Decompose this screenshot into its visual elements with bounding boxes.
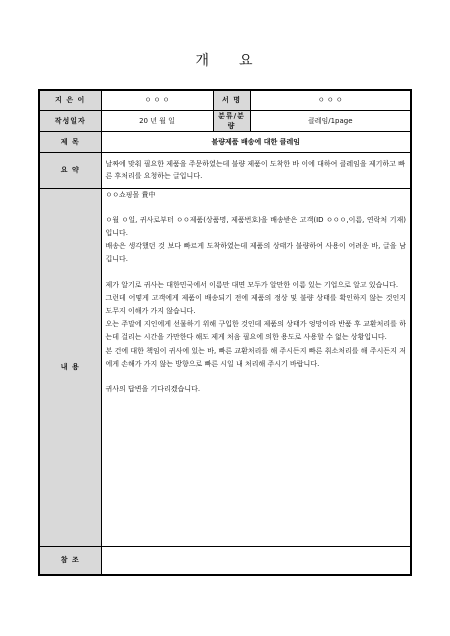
salutation: ㅇㅇ쇼핑몰 貴中 — [105, 190, 156, 199]
paragraph-4: 그런데 어떻게 고객에게 제품이 배송되기 전에 제품의 정상 및 불량 상태를 확인하지 않는 것인지 도무지 이해가 가지 않습니다. — [105, 293, 406, 315]
summary-value[interactable]: 날짜에 맞춰 필요한 제품을 주문하였는데 불량 제품이 도착한 바 이에 대하여 클레임을 제기하고 빠른 후처리를 요청하는 글입니다. — [101, 152, 411, 188]
date-value[interactable]: 20 년 월 일 — [101, 110, 213, 131]
reference-value[interactable] — [101, 546, 411, 575]
category-value[interactable]: 클레임/1page — [250, 110, 411, 131]
paragraph-5: 오는 주말에 지인에게 선물하기 위해 구입한 것인데 제품의 상태가 엉망이라 반품 후 교환처리를 하는데 걸리는 시간을 가만한다 해도 제게 처음 필요에 의한 용도로 사용할 수 없는 상황입니다. — [105, 320, 406, 342]
subject-label: 제 목 — [39, 131, 101, 152]
content-body[interactable] — [101, 188, 411, 546]
author-label: 지 은 이 — [39, 90, 101, 110]
title-char-1: 개 — [195, 53, 211, 69]
overview-form — [38, 89, 412, 576]
subject-row — [39, 131, 411, 152]
author-value[interactable]: ㅇ ㅇ ㅇ — [101, 90, 213, 110]
summary-row — [39, 152, 411, 188]
paragraph-3: 제가 알기로 귀사는 대한민국에서 이름만 대면 모두가 알만한 이름 있는 기업으로 알고 있습니다. — [105, 280, 399, 289]
signature-label: 서 명 — [213, 90, 250, 110]
paragraph-1: ㅇ월 ㅇ일, 귀사로부터 ㅇㅇ제품(상품명, 제품번호)을 배송받은 고객(ID ㅇㅇㅇ,이름, 연락처 기재)입니다. — [105, 215, 406, 237]
summary-label: 요 약 — [39, 152, 101, 188]
paragraph-2: 배송은 생각했던 것 보다 빠르게 도착하였는데 제품의 상태가 불량하여 사용이 어려운 바, 글을 남깁니다. — [105, 242, 406, 264]
page-title — [0, 50, 450, 70]
content-row — [39, 188, 411, 546]
content-label: 내 용 — [39, 188, 101, 546]
subject-value[interactable]: 불량제품 배송에 대한 클레임 — [101, 131, 411, 152]
reference-row — [39, 546, 411, 575]
author-row — [39, 90, 411, 110]
closing: 귀사의 답변을 기다리겠습니다. — [105, 384, 201, 393]
signature-value[interactable]: ㅇ ㅇ ㅇ — [250, 90, 411, 110]
date-row — [39, 110, 411, 131]
category-label: 분류/분량 — [213, 110, 250, 131]
date-label: 작성일자 — [39, 110, 101, 131]
reference-label: 참 조 — [39, 546, 101, 575]
title-char-2: 요 — [239, 53, 255, 69]
paragraph-6: 본 건에 대한 책임이 귀사에 있는 바, 빠른 교환처리를 해 주시든지 빠른 취소처리를 해 주시든지 저에게 손해가 가지 않는 방향으로 빠른 시일 내 처리해 주시기 바랍니다. — [105, 346, 406, 368]
